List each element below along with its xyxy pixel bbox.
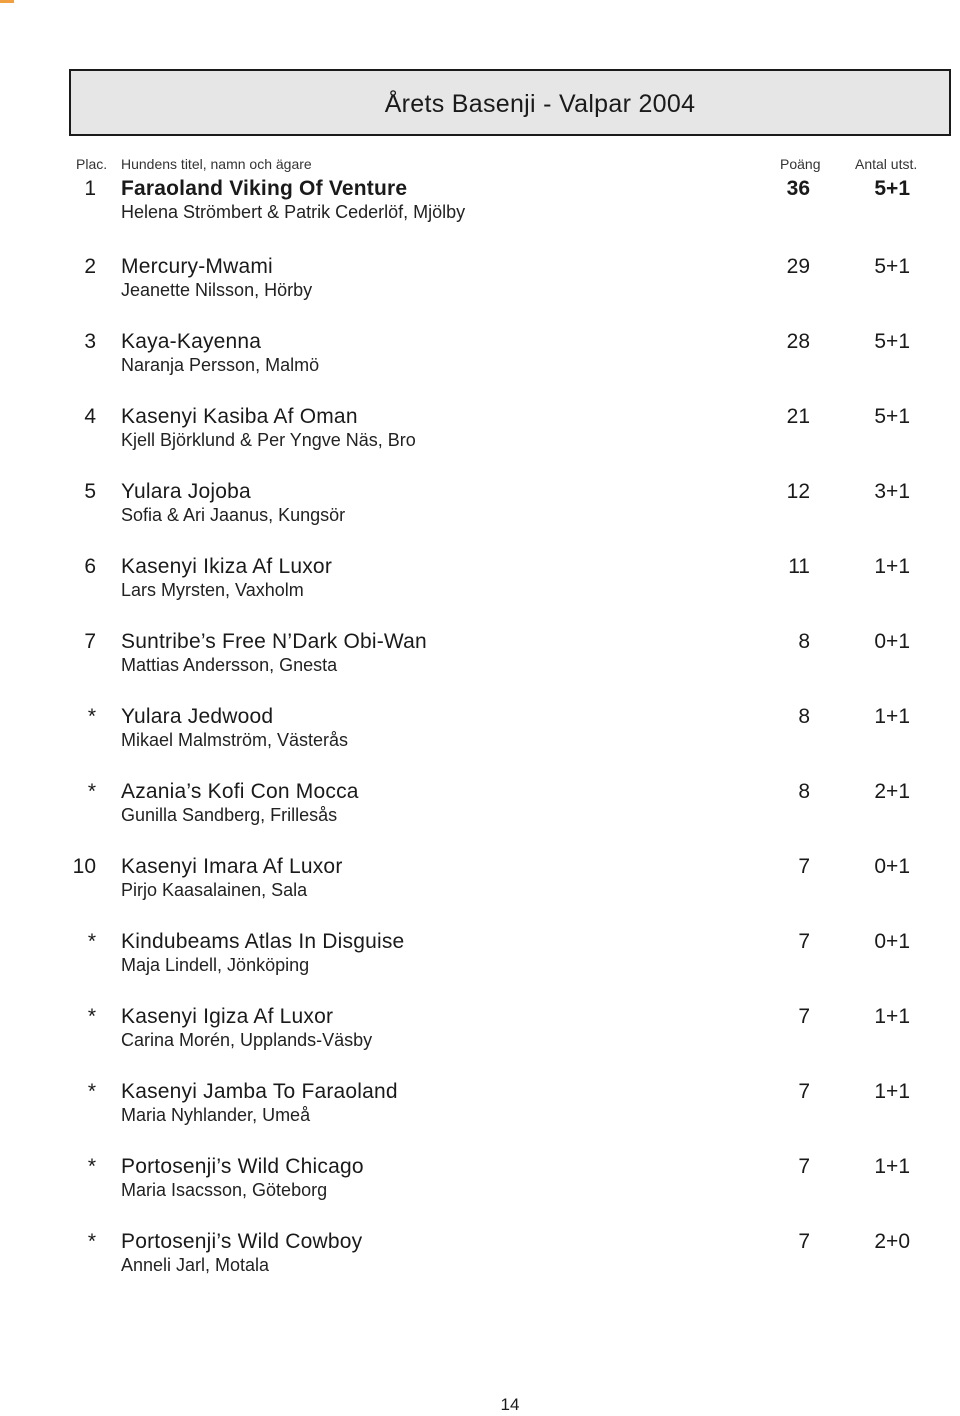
entry-dog-name: Kindubeams Atlas In Disguise (121, 930, 405, 953)
entry-owner: Lars Myrsten, Vaxholm (121, 580, 304, 600)
entry-count: 2+0 (874, 1230, 910, 1253)
entry-place: 5 (84, 480, 96, 503)
entry-dog-name: Suntribe’s Free N’Dark Obi-Wan (121, 630, 427, 653)
entry-points: 8 (798, 705, 810, 728)
entry-owner: Mattias Andersson, Gnesta (121, 655, 338, 675)
page-title: Årets Basenji - Valpar 2004 (384, 90, 696, 118)
list-item (0, 855, 960, 907)
entry-place: 4 (84, 405, 96, 428)
list-item (0, 555, 960, 607)
entry-points: 7 (798, 1230, 810, 1253)
entry-points: 29 (786, 255, 810, 278)
list-item (0, 177, 960, 229)
list-item (0, 705, 960, 757)
entry-dog-name: Kaya-Kayenna (121, 330, 262, 353)
entry-place: 6 (84, 555, 96, 578)
entry-count: 1+1 (874, 1155, 910, 1178)
entry-points: 8 (798, 780, 810, 803)
entry-owner: Anneli Jarl, Motala (121, 1255, 270, 1275)
entry-owner: Carina Morén, Upplands-Väsby (121, 1030, 373, 1050)
entry-place: 10 (72, 855, 96, 878)
entry-dog-name: Kasenyi Ikiza Af Luxor (121, 555, 333, 578)
entry-place: 1 (84, 177, 96, 200)
column-headers (0, 156, 960, 174)
corner-mark (0, 0, 14, 3)
entry-dog-name: Kasenyi Jamba To Faraoland (121, 1080, 398, 1103)
entry-owner: Naranja Persson, Malmö (121, 355, 320, 375)
entry-points: 36 (786, 177, 810, 200)
list-item (0, 480, 960, 532)
entry-place: * (87, 1005, 96, 1028)
entry-points: 7 (798, 855, 810, 878)
entry-place: 2 (84, 255, 96, 278)
entry-place: * (87, 780, 96, 803)
entry-points: 7 (798, 930, 810, 953)
entry-place: * (87, 1155, 96, 1178)
entry-dog-name: Kasenyi Igiza Af Luxor (121, 1005, 334, 1028)
list-item (0, 330, 960, 382)
entry-points: 7 (798, 1005, 810, 1028)
entry-dog-name: Faraoland Viking Of Venture (121, 177, 408, 200)
entry-count: 1+1 (874, 1005, 910, 1028)
entry-count: 0+1 (874, 930, 910, 953)
entry-points: 7 (798, 1155, 810, 1178)
list-item (0, 255, 960, 307)
entry-count: 1+1 (874, 555, 910, 578)
entry-dog-name: Portosenji’s Wild Cowboy (121, 1230, 363, 1253)
entry-owner: Maja Lindell, Jönköping (121, 955, 310, 975)
entry-place: * (87, 1230, 96, 1253)
entry-owner: Sofia & Ari Jaanus, Kungsör (121, 505, 346, 525)
list-item (0, 1155, 960, 1207)
entry-owner: Maria Isacsson, Göteborg (121, 1180, 328, 1200)
entry-owner: Pirjo Kaasalainen, Sala (121, 880, 308, 900)
entry-owner: Helena Strömbert & Patrik Cederlöf, Mjölby (121, 202, 466, 222)
entry-owner: Mikael Malmström, Västerås (121, 730, 349, 750)
entry-dog-name: Yulara Jojoba (121, 480, 251, 503)
list-item (0, 1230, 960, 1282)
list-item (0, 1080, 960, 1132)
entry-owner: Maria Nyhlander, Umeå (121, 1105, 311, 1125)
entry-points: 8 (798, 630, 810, 653)
header-count: Antal utst. (855, 156, 918, 172)
list-item (0, 630, 960, 682)
entry-place: * (87, 1080, 96, 1103)
entry-place: 3 (84, 330, 96, 353)
entry-count: 5+1 (874, 330, 910, 353)
entry-dog-name: Azania’s Kofi Con Mocca (121, 780, 359, 803)
entry-owner: Jeanette Nilsson, Hörby (121, 280, 313, 300)
entry-place: * (87, 930, 96, 953)
entry-dog-name: Kasenyi Kasiba Af Oman (121, 405, 358, 428)
entry-count: 5+1 (874, 255, 910, 278)
entry-count: 3+1 (874, 480, 910, 503)
entry-place: 7 (84, 630, 96, 653)
entry-count: 5+1 (874, 405, 910, 428)
list-item (0, 1005, 960, 1057)
entry-points: 12 (786, 480, 810, 503)
page-number: 14 (500, 1395, 520, 1414)
header-name: Hundens titel, namn och ägare (121, 156, 312, 172)
entry-count: 2+1 (874, 780, 910, 803)
list-item (0, 405, 960, 457)
entry-count: 1+1 (874, 705, 910, 728)
entry-count: 0+1 (874, 630, 910, 653)
list-item (0, 780, 960, 832)
header-place: Plac. (76, 156, 108, 172)
entry-points: 21 (786, 405, 810, 428)
entry-count: 0+1 (874, 855, 910, 878)
entry-dog-name: Portosenji’s Wild Chicago (121, 1155, 364, 1178)
entry-points: 11 (788, 555, 810, 578)
list-item (0, 930, 960, 982)
entry-dog-name: Yulara Jedwood (121, 705, 274, 728)
entry-points: 28 (786, 330, 810, 353)
entry-dog-name: Kasenyi Imara Af Luxor (121, 855, 343, 878)
header-points: Poäng (780, 156, 821, 172)
entry-place: * (87, 705, 96, 728)
entry-owner: Kjell Björklund & Per Yngve Näs, Bro (121, 430, 416, 450)
entry-count: 1+1 (874, 1080, 910, 1103)
entry-dog-name: Mercury-Mwami (121, 255, 273, 278)
entry-points: 7 (798, 1080, 810, 1103)
title-box (69, 69, 951, 136)
entry-count: 5+1 (874, 177, 910, 200)
entry-owner: Gunilla Sandberg, Frillesås (121, 805, 338, 825)
